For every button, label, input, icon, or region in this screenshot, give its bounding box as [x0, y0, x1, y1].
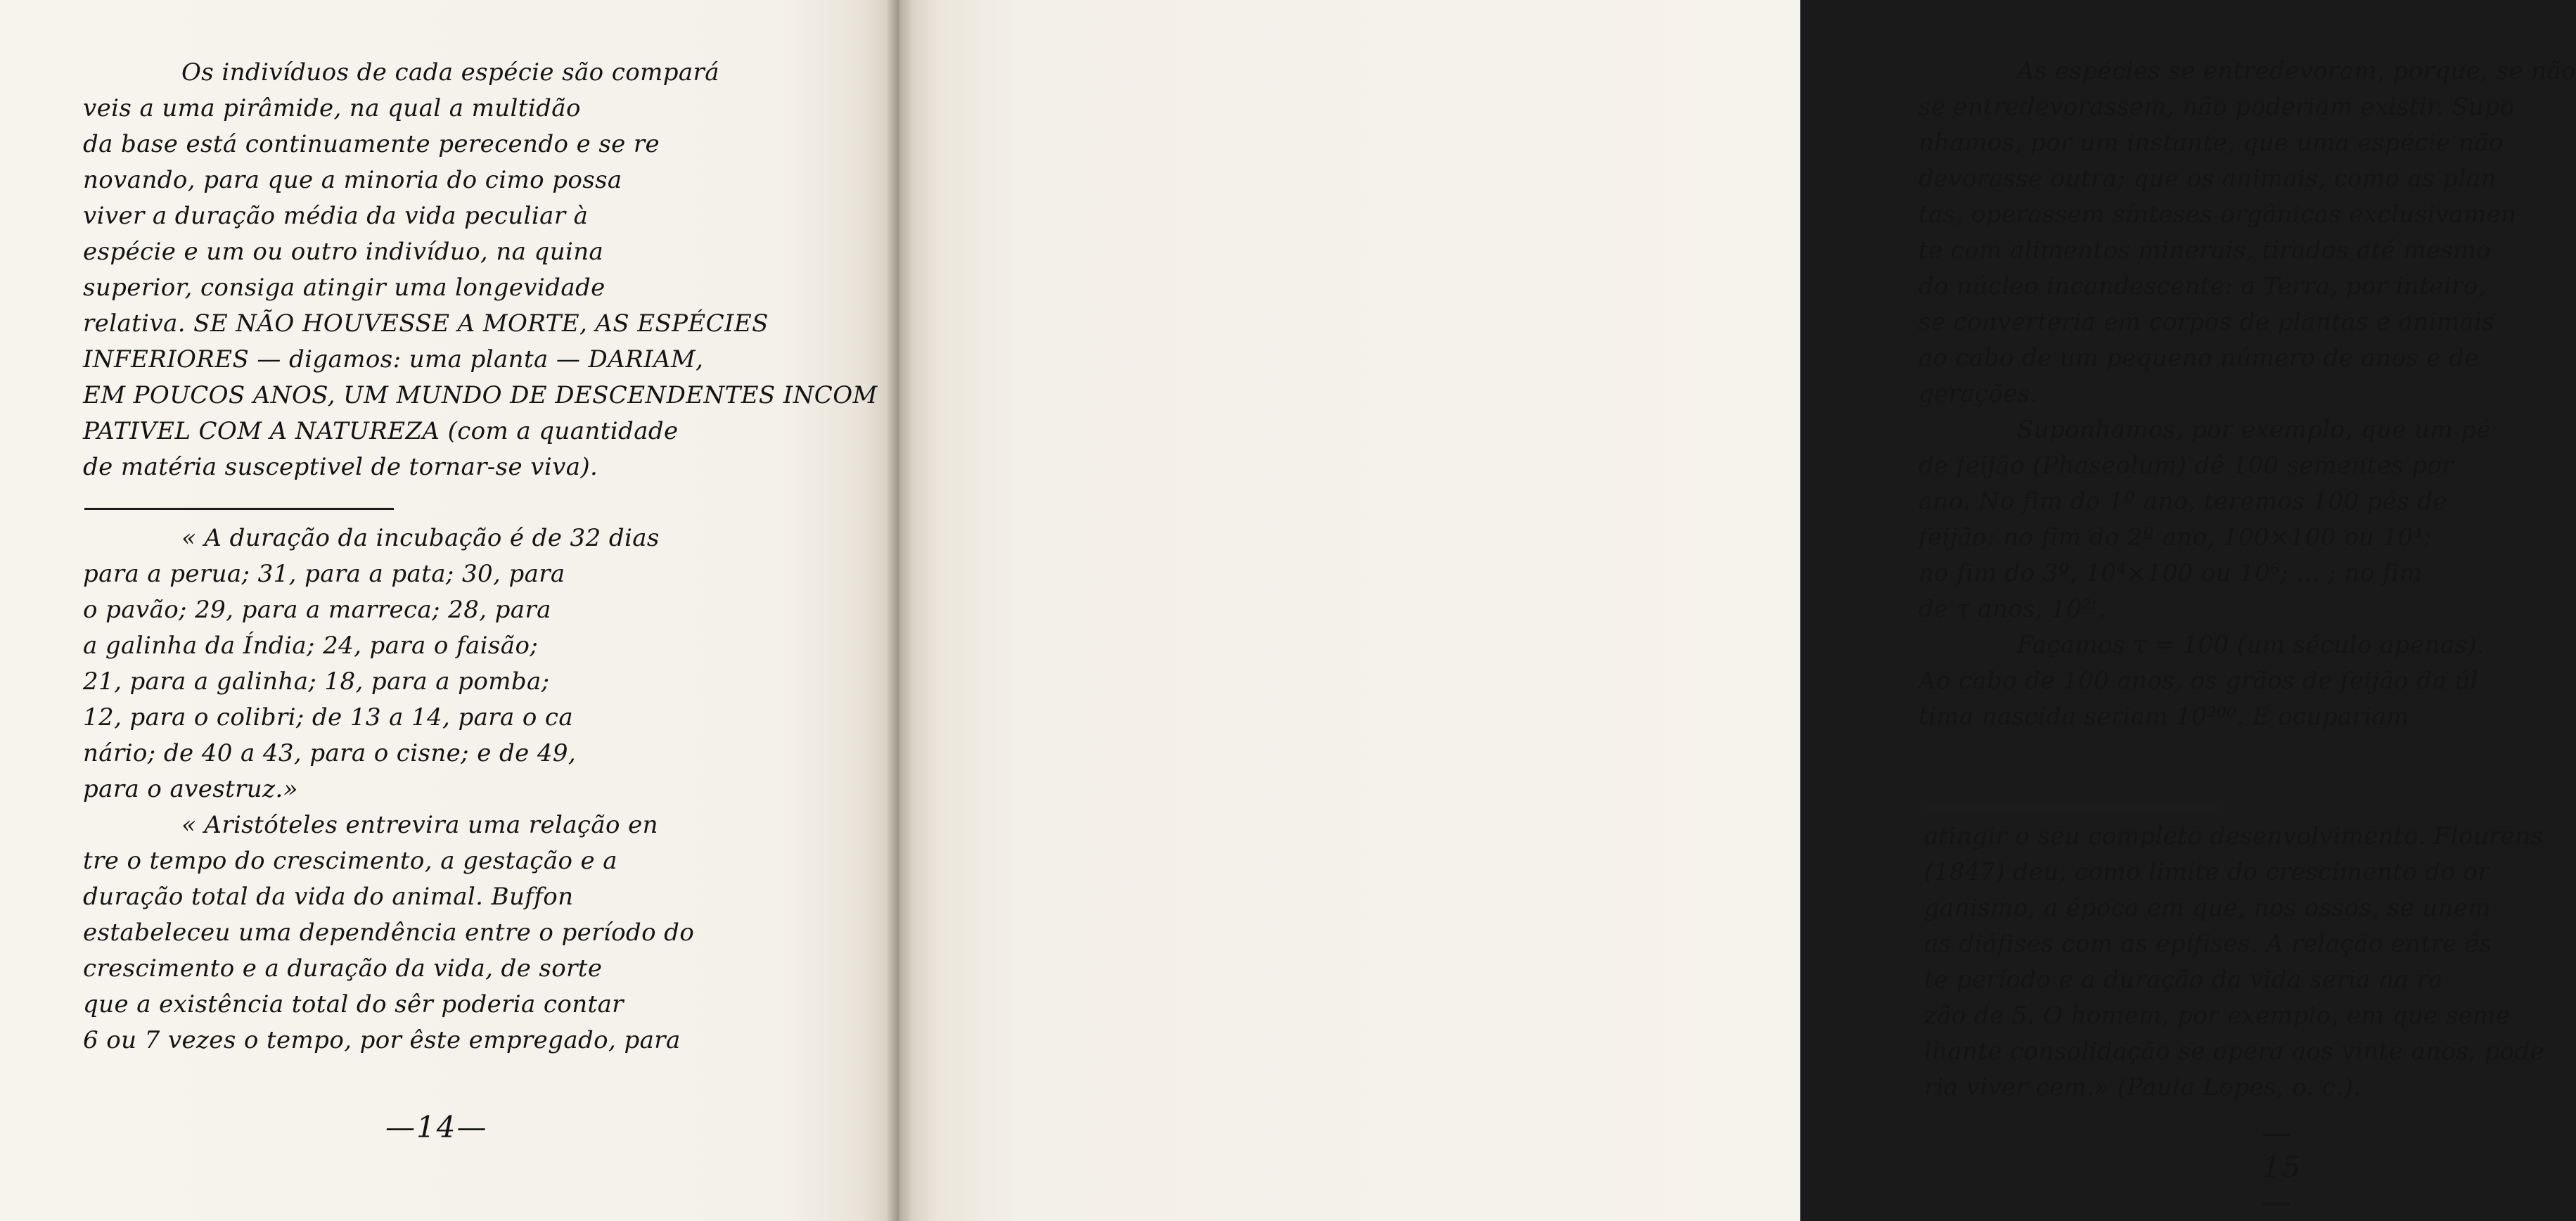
text-line: PATIVEL COM A NATUREZA (com a quantidade	[83, 417, 679, 445]
text-line: tima nascida seriam 10²⁰⁰. E ocupariam	[1918, 703, 2409, 731]
text-line: o pavão; 29, para a marreca; 28, para	[83, 596, 551, 624]
text-line: 6 ou 7 vezes o tempo, por êste empregado, para	[83, 1026, 681, 1054]
right-page-footnote	[1924, 819, 2544, 1106]
text-line: tre o tempo do crescimento, a gestação e a	[83, 847, 617, 875]
text-line: « Aristóteles entrevira uma relação en	[181, 811, 658, 839]
text-line: se converteria em corpos de plantas e animais	[1918, 308, 2495, 336]
right-footnote-rule	[1924, 807, 2218, 809]
text-line: ganismo, a época em que, nos ossos, se unem	[1924, 894, 2491, 922]
text-line: te período e a duração da vida seria na ra	[1924, 966, 2443, 994]
text-line: atingir o seu completo desenvolvimento. Flourens	[1924, 822, 2544, 850]
text-line: para o avestruz.»	[83, 775, 298, 803]
right-page-number: —15—	[2262, 1115, 2302, 1219]
text-line: « A duração da incubação é de 32 dias	[181, 524, 660, 552]
text-line: nário; de 40 a 43, para o cisne; e de 49,	[83, 739, 577, 767]
book-gutter	[887, 0, 911, 1221]
text-line: ria viver cem.» (Paula Lopes, o. c.).	[1924, 1073, 2362, 1101]
text-line: tas, operassem sínteses orgânicas exclusivamen	[1918, 200, 2517, 229]
text-line: ao cabo de um pequeno número de anos e de	[1918, 344, 2479, 372]
text-line: Façamos τ = 100 (um século apenas).	[2017, 631, 2485, 659]
text-line: estabeleceu uma dependência entre o período do	[83, 919, 695, 947]
text-line: se entredevorassem, não poderiam existir. Supo	[1918, 93, 2515, 121]
text-line: de feijão (Phaseolum) dê 100 sementes por	[1918, 452, 2454, 480]
text-line: da base está continuamente perecendo e se re	[83, 130, 660, 158]
left-page	[0, 0, 887, 1221]
text-line: superior, consiga atingir uma longevidade	[83, 274, 605, 302]
text-line: de matéria susceptivel de tornar-se viva).	[83, 453, 598, 481]
text-line: te com alimentos minerais, tirados até mesmo	[1918, 236, 2491, 264]
text-line: espécie e um ou outro indivíduo, na quina	[83, 238, 604, 266]
text-line: devorasse outra; que os animais, como as plan	[1918, 165, 2497, 193]
right-page	[911, 0, 2576, 1221]
text-line: zão de 5. O homem, por exemplo, em que seme	[1924, 1002, 2511, 1030]
text-line: INFERIORES — digamos: uma planta — DARIAM,	[83, 345, 704, 373]
text-line: Suponhamos, por exemplo, que um pé	[2017, 416, 2491, 444]
text-line: feijão; no fim do 2º ano, 100×100 ou 10⁴;	[1918, 523, 2432, 551]
text-line: 12, para o colibri; de 13 a 14, para o ca	[83, 703, 574, 731]
text-line: novando, para que a minoria do cimo possa	[83, 166, 622, 194]
text-line: Os indivíduos de cada espécie são compará	[181, 58, 719, 87]
text-line: EM POUCOS ANOS, UM MUNDO DE DESCENDENTES INCOM	[83, 381, 878, 409]
left-footnote-rule	[84, 508, 394, 510]
text-line: ano. No fim do 1º ano, teremos 100 pés de	[1918, 487, 2448, 516]
text-line: as diáfises com as epífises. A relação entre ês	[1924, 930, 2492, 958]
text-line: As espécies se entredevoram, porque, se não	[2017, 57, 2576, 85]
text-line: nhamos, por um instante, que uma espécie não	[1918, 129, 2504, 157]
text-line: que a existência total do sêr poderia contar	[83, 990, 624, 1018]
text-line: a galinha da Índia; 24, para o faisão;	[83, 632, 539, 660]
text-line: no fim do 3º, 10⁴×100 ou 10⁶; ... ; no fim	[1918, 559, 2423, 587]
text-line: gerações.	[1918, 380, 2038, 408]
text-line: 21, para a galinha; 18, para a pomba;	[83, 667, 550, 696]
left-page-footnote	[83, 520, 694, 1059]
text-line: viver a duração média da vida peculiar à	[83, 202, 589, 230]
text-line: Ao cabo de 100 anos, os grãos de feijão da úl	[1918, 667, 2478, 695]
right-page-main-text	[1918, 53, 2576, 735]
left-page-main-text	[83, 55, 878, 485]
text-line: crescimento e a duração da vida, de sorte	[83, 954, 603, 983]
text-line: lhante consolidação se opera aos vinte anos, pode	[1924, 1037, 2545, 1066]
text-line: duração total da vida do animal. Buffon	[83, 883, 574, 911]
text-line: do núcleo incandescente: a Terra, por inteiro,	[1918, 272, 2486, 300]
text-line: (1847) deu, como limite do crescimento do or	[1924, 858, 2490, 886]
text-line: para a perua; 31, para a pata; 30, para	[83, 560, 565, 588]
text-line: relativa. SE NÃO HOUVESSE A MORTE, AS ESPÉCIES	[83, 309, 769, 338]
text-line: veis a uma pirâmide, na qual a multidão	[83, 94, 581, 122]
text-line: de τ anos, 10²ᵗ.	[1918, 595, 2106, 623]
left-page-number: —14—	[385, 1110, 488, 1144]
